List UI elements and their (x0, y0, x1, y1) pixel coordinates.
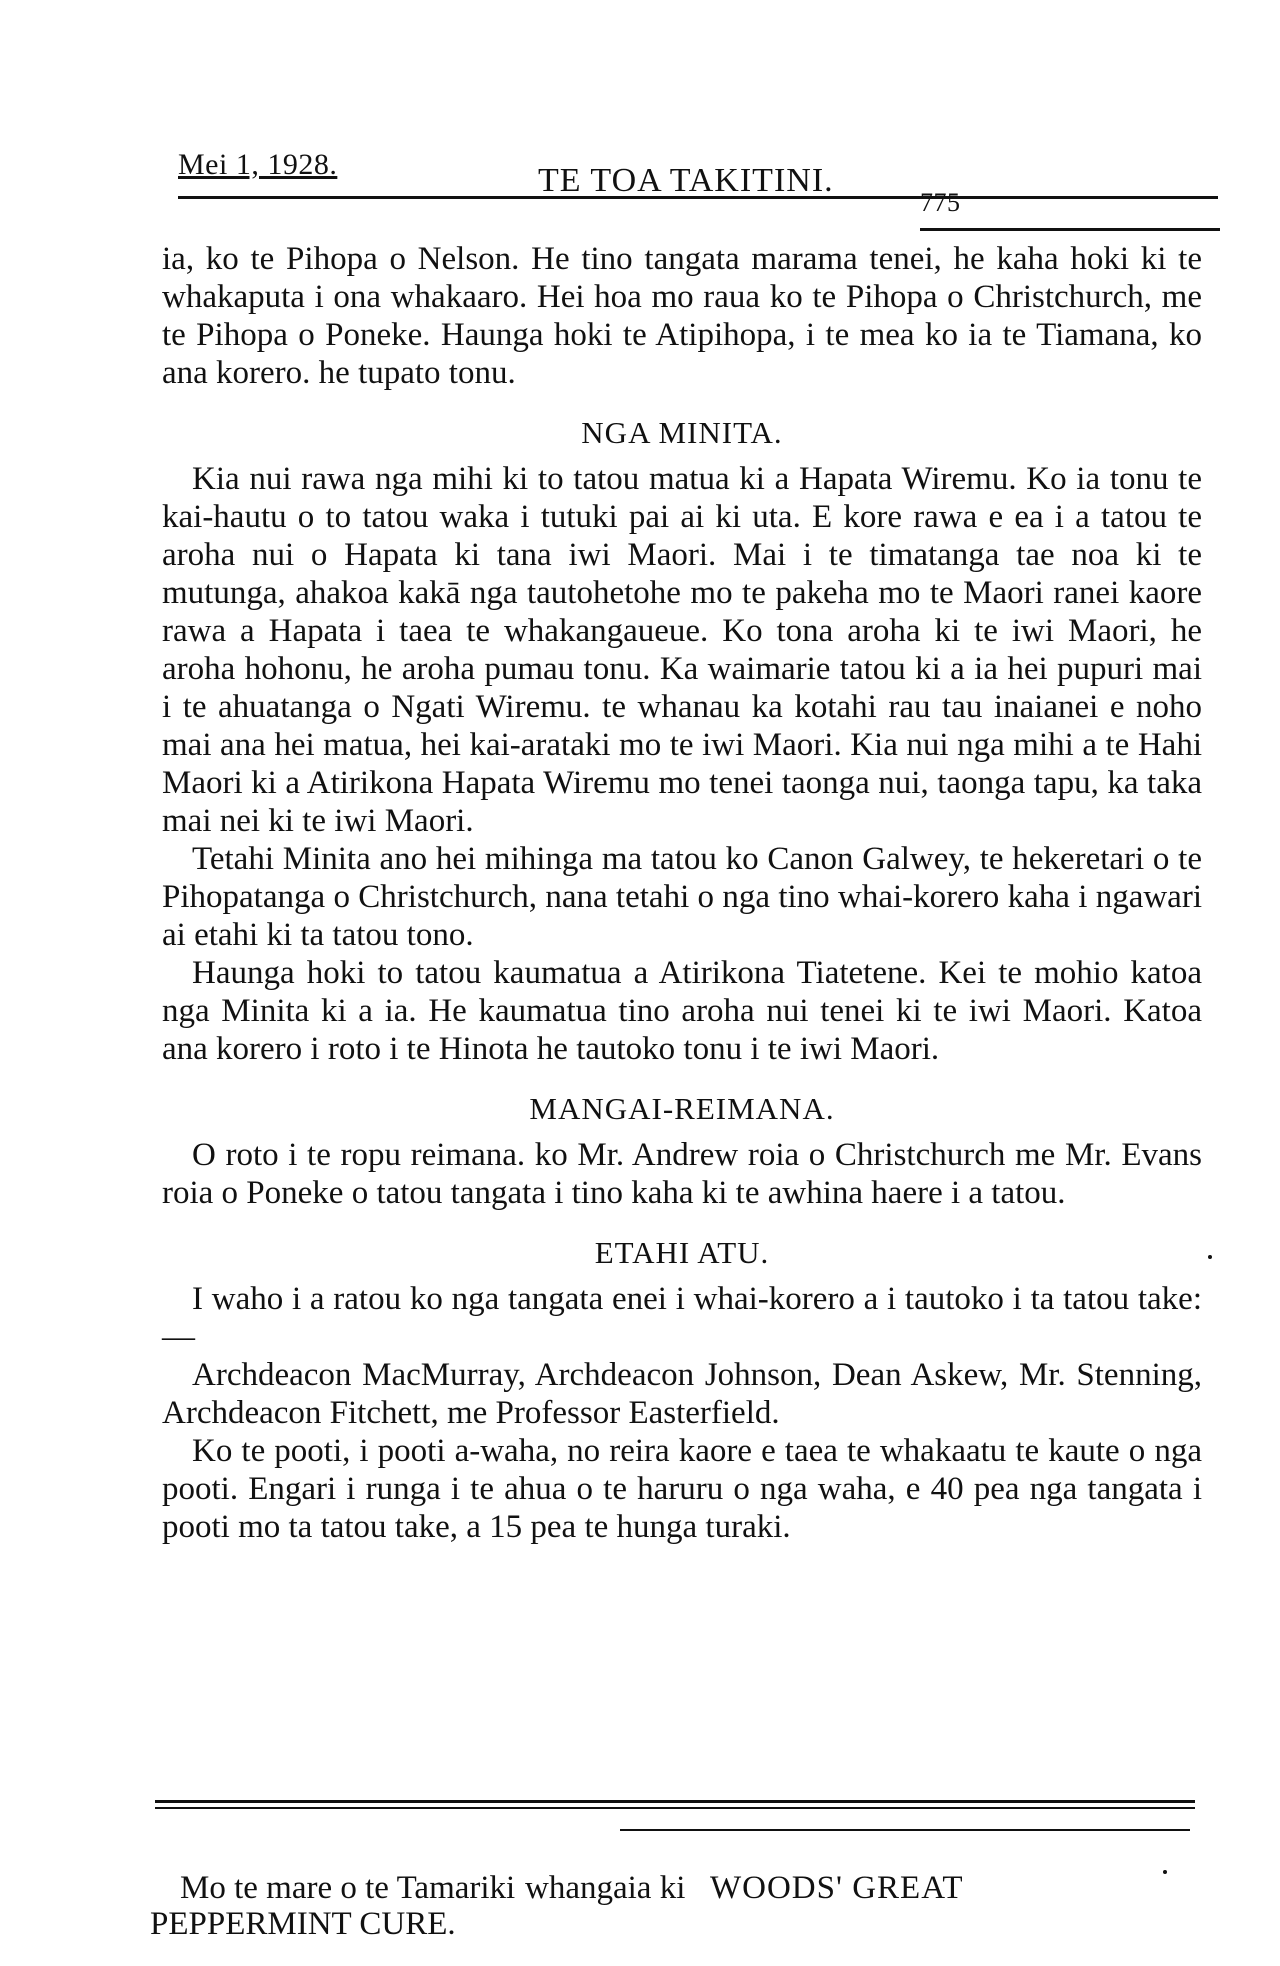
page-header (150, 140, 1200, 217)
footer-rules (150, 1800, 1200, 1831)
newspaper-page (150, 140, 1202, 1942)
ad-line-1-mid: whangaia ki (525, 1870, 686, 1906)
issue-date: Mei 1, 1928. (178, 148, 338, 181)
publication-title: TE TOA TAKITINI. (538, 162, 834, 199)
section-heading-mangai-reimana: MANGAI-REIMANA. (529, 1091, 835, 1126)
footer-rule (155, 1800, 1195, 1803)
footer-rule (155, 1807, 1195, 1809)
paragraph: O roto i te ropu reimana. ko Mr. Andrew roia o Christchurch me Mr. Evans roia o Poneke o tatou tangata i tino kaha ki te awhina haere i a tatou. (162, 1137, 1202, 1211)
paragraph: Archdeacon MacMurray, Archdeacon Johnson, Dean Askew, Mr. Stenning, Archdeacon Fitchett, me Professor Easterfield. (162, 1357, 1202, 1431)
header-rule (178, 196, 1218, 199)
paragraph: Tetahi Minita ano hei mihinga ma tatou ko Canon Galwey, te hekeretari o te Pihopatanga o Christchurch, nana tetahi o nga tino whai-korero kaha i ngawari ai etahi ki ta tatou tono. (162, 841, 1202, 953)
section-heading-etahi-atu: ETAHI ATU. (594, 1235, 770, 1270)
ad-line-1: Mo te mare o te Tamariki (180, 1870, 516, 1906)
page-number: 775 (920, 188, 961, 217)
header-rule-right (920, 228, 1220, 231)
print-speck (1163, 1870, 1167, 1874)
paragraph: I waho i a ratou ko nga tangata enei i whai-korero a i tautoko i ta tatou take:— (162, 1281, 1202, 1355)
ad-line-2: PEPPERMINT CURE. (150, 1906, 456, 1942)
paragraph: Kia nui rawa nga mihi ki to tatou matua ki a Hapata Wiremu. Ko ia tonu te kai-hautu o to tatou waka i tutuki pai ai ki uta. E kore rawa e ea i a tatou te aroha nui o Hapata ki tana iwi Maori. Mai i te timatanga tae noa ki te mutunga, ahakoa kakā nga tautohetohe mo te pakeha mo te Maori ranei kaore rawa a Hapata i taea te whakangaueue. Ko tona aroha ki te iwi Maori, he aroha hohonu, he aroha pumau tonu. Ka waimarie tatou ki a ia hei pupuri mai i te ahuatanga o Ngati Wiremu. te whanau ka kotahi rau tau inaianei e noho mai ana hei matua, hei kai-arataki mo te iwi Maori. Kia nui nga mihi a te Hahi Maori ki a Atirikona Hapata Wiremu mo tenei taonga nui, taonga tapu, ka taka mai nei ki te iwi Maori. (162, 461, 1202, 839)
print-speck (1208, 1255, 1212, 1259)
advertisement (150, 1870, 1200, 1942)
paragraph: Ko te pooti, i pooti a-waha, no reira kaore e taea te whakaatu te kaute o nga pooti. Engari i runga i te ahua o te haruru o nga waha, e 40 pea nga tangata i pooti mo ta tatou take, a 15 pea te hunga turaki. (162, 1433, 1202, 1545)
section-heading-nga-minita: NGA MINITA. (581, 415, 783, 450)
ad-line-1-end: WOODS' GREAT (710, 1870, 964, 1906)
paragraph: Haunga hoki to tatou kaumatua a Atirikona Tiatetene. Kei te mohio katoa nga Minita ki a ia. He kaumatua tino aroha nui tenei ki te iwi Maori. Katoa ana korero i roto i te Hinota he tautoko tonu i te iwi Maori. (162, 955, 1202, 1067)
footer-rule-short (620, 1829, 1190, 1831)
intro-paragraph: ia, ko te Pihopa o Nelson. He tino tangata marama tenei, he kaha hoki ki te whakaputa i ona whakaaro. Hei hoa mo raua ko te Pihopa o Christchurch, me te Pihopa o Poneke. Haunga hoki te Atipihopa, i te mea ko ia te Tiamana, ko ana korero. he tupato tonu. (162, 241, 1202, 391)
article-body (162, 240, 1202, 1546)
